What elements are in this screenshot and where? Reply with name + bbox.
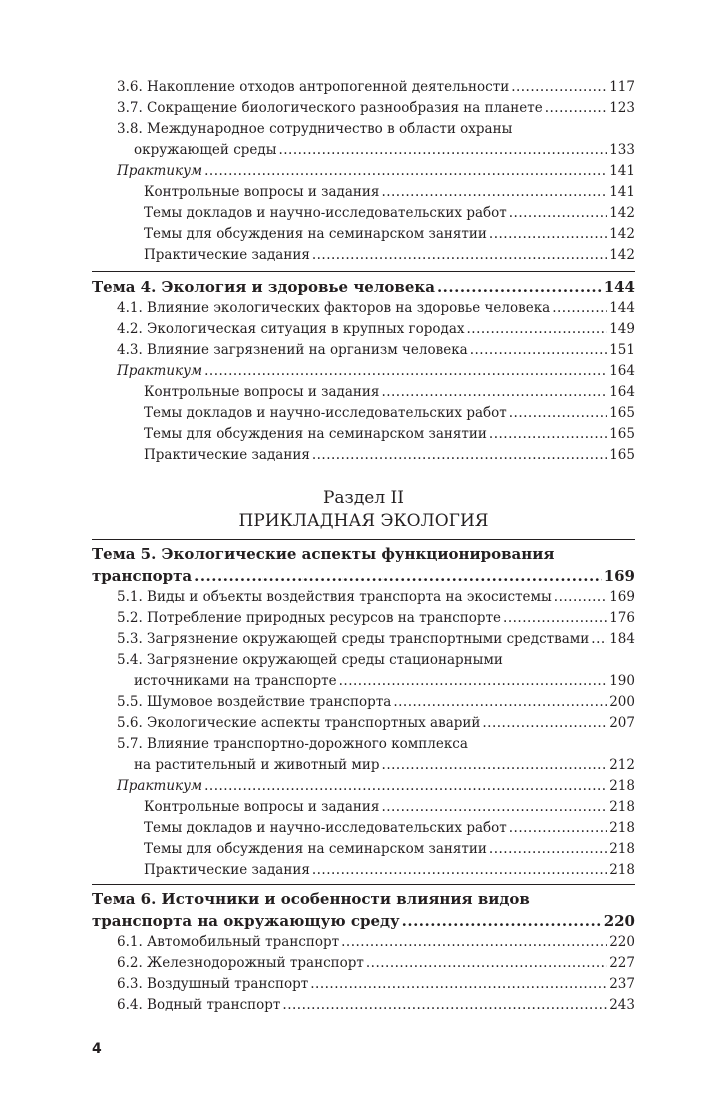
toc-entry[interactable]: 4.2. Экологическая ситуация в крупных городах ..... 149 — [117, 319, 635, 340]
toc-block-topic-3 — [92, 77, 635, 266]
toc-entry[interactable]: источниками на транспорте ..... 190 — [134, 671, 635, 692]
toc-entry[interactable]: Контрольные вопросы и задания ..... 164 — [144, 382, 635, 403]
toc-block-topic-6 — [92, 888, 635, 1016]
toc-entry[interactable]: окружающей среды ..... 133 — [134, 140, 635, 161]
toc-entry[interactable]: 5.1. Виды и объекты воздействия транспорта на экосистемы ..... 169 — [117, 587, 635, 608]
toc-entry[interactable]: 5.6. Экологические аспекты транспортных аварий ..... 207 — [117, 713, 635, 734]
toc-entry[interactable]: Практические задания ..... 165 — [144, 445, 635, 466]
toc-entry[interactable]: 5.2. Потребление природных ресурсов на транспорте ..... 176 — [117, 608, 635, 629]
toc-entry[interactable]: 3.7. Сокращение биологического разнообразия на планете ..... 123 — [117, 98, 635, 119]
toc-entry-line1[interactable]: 5.7. Влияние транспортно-дорожного комплекса — [117, 736, 468, 752]
toc-entry[interactable]: на растительный и животный мир ..... 212 — [134, 755, 635, 776]
divider — [92, 271, 635, 272]
section-label: Раздел II — [322, 488, 404, 508]
toc-entry[interactable]: Темы докладов и научно-исследовательских работ ..... 218 — [144, 818, 635, 839]
toc-block-topic-5 — [92, 543, 635, 881]
toc-entry[interactable]: Контрольные вопросы и задания ..... 218 — [144, 797, 635, 818]
toc-entry[interactable]: 6.4. Водный транспорт ..... 243 — [117, 995, 635, 1016]
section-heading — [92, 487, 635, 533]
toc-entry-practicum[interactable]: Практикум ..... 218 — [117, 776, 635, 797]
toc-entry-practicum[interactable]: Практикум ..... 141 — [117, 161, 635, 182]
toc-entry-line1[interactable]: 5.4. Загрязнение окружающей среды стационарными — [117, 652, 503, 668]
toc-topic-4[interactable]: Тема 4. Экология и здоровье человека ..... 144 — [92, 276, 635, 298]
toc-entry[interactable]: Практические задания ..... 142 — [144, 245, 635, 266]
toc-entry[interactable]: 5.5. Шумовое воздействие транспорта ..... 200 — [117, 692, 635, 713]
toc-topic-5[interactable]: транспорта ..... 169 — [92, 565, 635, 587]
toc-entry[interactable]: 5.3. Загрязнение окружающей среды транспортными средствами ..... 184 — [117, 629, 635, 650]
toc-entry[interactable]: 6.1. Автомобильный транспорт ..... 220 — [117, 932, 635, 953]
toc-entry[interactable]: Темы для обсуждения на семинарском занятии ..... 142 — [144, 224, 635, 245]
toc-entry-practicum[interactable]: Практикум ..... 164 — [117, 361, 635, 382]
toc-topic-5-line1[interactable]: Тема 5. Экологические аспекты функционирования — [92, 545, 555, 563]
toc-entry[interactable]: Практические задания ..... 218 — [144, 860, 635, 881]
toc-entry-line1[interactable]: 3.8. Международное сотрудничество в области охраны — [117, 121, 513, 137]
toc-entry[interactable]: 4.1. Влияние экологических факторов на здоровье человека ..... 144 — [117, 298, 635, 319]
toc-entry[interactable]: Контрольные вопросы и задания ..... 141 — [144, 182, 635, 203]
toc-entry[interactable]: Темы для обсуждения на семинарском занятии ..... 218 — [144, 839, 635, 860]
toc-entry[interactable]: 6.2. Железнодорожный транспорт ..... 227 — [117, 953, 635, 974]
toc-entry[interactable]: 4.3. Влияние загрязнений на организм человека ..... 151 — [117, 340, 635, 361]
toc-entry[interactable]: 6.3. Воздушный транспорт ..... 237 — [117, 974, 635, 995]
toc-entry[interactable]: Темы докладов и научно-исследовательских работ ..... 142 — [144, 203, 635, 224]
toc-entry[interactable]: Темы для обсуждения на семинарском занятии ..... 165 — [144, 424, 635, 445]
toc-topic-6-line1[interactable]: Тема 6. Источники и особенности влияния видов — [92, 890, 530, 908]
toc-block-topic-4 — [92, 276, 635, 466]
page-number: 4 — [92, 1041, 102, 1057]
toc-topic-6[interactable]: транспорта на окружающую среду ..... 220 — [92, 910, 635, 932]
section-title: ПРИКЛАДНАЯ ЭКОЛОГИЯ — [238, 511, 489, 531]
toc-entry[interactable]: Темы докладов и научно-исследовательских работ ..... 165 — [144, 403, 635, 424]
toc-entry[interactable]: 3.6. Накопление отходов антропогенной деятельности ..... 117 — [117, 77, 635, 98]
divider — [92, 539, 635, 540]
divider — [92, 884, 635, 885]
